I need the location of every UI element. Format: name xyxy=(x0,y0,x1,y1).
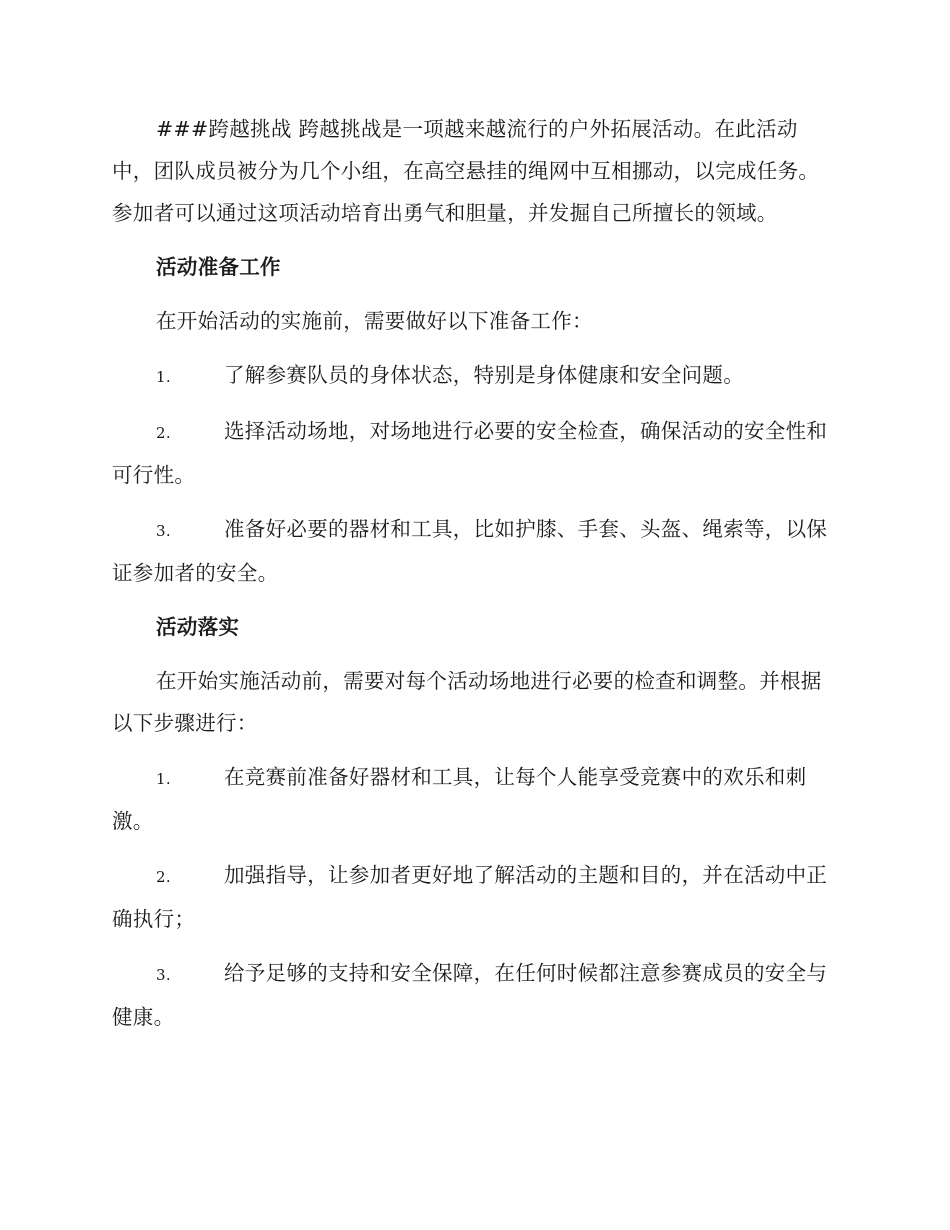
list-item-text: 选择活动场地，对场地进行必要的安全检查，确保活动的安全性和可行性。 xyxy=(112,419,828,487)
section-heading-implementation: 活动落实 xyxy=(156,615,240,639)
list-item-text: 给予足够的支持和安全保障，在任何时候都注意参赛成员的安全与健康。 xyxy=(112,961,828,1029)
list-number: 1. xyxy=(156,770,171,788)
section-lead-implementation: 在开始实施活动前，需要对每个活动场地进行必要的检查和调整。并根据以下步骤进行： xyxy=(112,669,822,735)
list-item xyxy=(112,354,836,398)
document-body xyxy=(112,108,836,1038)
list-item xyxy=(112,756,836,842)
list-number: 2. xyxy=(156,424,171,442)
list-item-text: 加强指导，让参加者更好地了解活动的主题和目的，并在活动中正确执行； xyxy=(112,863,828,931)
list-item xyxy=(112,952,836,1038)
list-item xyxy=(112,508,836,594)
list-item-text: 准备好必要的器材和工具，比如护膝、手套、头盔、绳索等，以保证参加者的安全。 xyxy=(112,517,828,585)
list-number: 3. xyxy=(156,522,171,540)
list-item-text: 在竞赛前准备好器材和工具，让每个人能享受竞赛中的欢乐和刺激。 xyxy=(112,765,807,833)
list-number: 3. xyxy=(156,966,171,984)
list-number: 2. xyxy=(156,868,171,886)
list-number: 1. xyxy=(156,368,171,386)
section-heading-preparation: 活动准备工作 xyxy=(156,255,281,279)
intro-paragraph: ###跨越挑战 跨越挑战是一项越来越流行的户外拓展活动。在此活动中，团队成员被分为几个小组，在高空悬挂的绳网中互相挪动，以完成任务。参加者可以通过这项活动培育出勇气和胆量，并发掘自己所擅长的领域。 xyxy=(112,117,820,225)
list-item xyxy=(112,854,836,940)
list-item xyxy=(112,410,836,496)
list-item-text: 了解参赛队员的身体状态，特别是身体健康和安全问题。 xyxy=(224,363,744,387)
section-lead-preparation: 在开始活动的实施前，需要做好以下准备工作： xyxy=(156,309,593,333)
